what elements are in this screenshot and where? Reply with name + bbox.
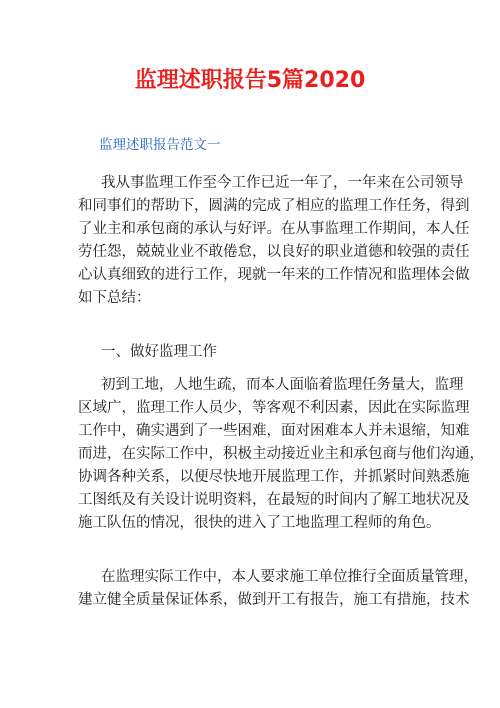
paragraph-line: 在监理实际工作中，本人要求施工单位推行全面质量管理， bbox=[101, 569, 478, 585]
paragraph-line: 和同事们的帮助下，圆满的完成了相应的监理工作任务，得到 bbox=[78, 198, 470, 214]
paragraph-line: 而进，在实际工作中，积极主动接近业主和承包商与他们沟通， bbox=[78, 446, 484, 462]
document-subtitle: 监理述职报告范文一 bbox=[99, 137, 221, 153]
section-heading-text: 一、做好监理工作 bbox=[101, 344, 217, 360]
paragraph-line: 区域广，监理工作人员少，等客观不利因素，因此在实际监理 bbox=[78, 400, 470, 416]
paragraph-line: 心认真细致的进行工作，现就一年来的工作情况和监理体会做 bbox=[78, 267, 470, 283]
paragraph-line: 我从事监理工作至今工作已近一年了，一年来在公司领导 bbox=[101, 175, 464, 191]
section-heading bbox=[78, 341, 422, 364]
paragraph-line: 如下总结： bbox=[78, 290, 151, 306]
paragraph-line: 了业主和承包商的承认与好评。在从事监理工作期间，本人任 bbox=[78, 221, 470, 237]
paragraph-3 bbox=[78, 566, 478, 612]
paragraph-line: 施工队伍的情况，很快的进入了工地监理工程师的角色。 bbox=[78, 515, 441, 531]
document-title: 监理述职报告5篇2020 bbox=[134, 68, 366, 93]
paragraph-line: 建立健全质量保证体系，做到开工有报告，施工有措施，技术 bbox=[78, 592, 470, 608]
paragraph-line: 工作中，确实遇到了一些困难，面对困难本人并未退缩，知难 bbox=[78, 423, 470, 439]
paragraph-1 bbox=[78, 172, 470, 310]
paragraph-line: 初到工地，人地生疏，而本人面临着监理任务量大，监理 bbox=[101, 377, 464, 393]
paragraph-line: 协调各种关系，以便尽快地开展监理工作，并抓紧时间熟悉施 bbox=[78, 469, 470, 485]
paragraph-2 bbox=[78, 374, 484, 535]
paragraph-line: 劳任怨，兢兢业业不敢倦怠，以良好的职业道德和较强的责任 bbox=[78, 244, 470, 260]
paragraph-line: 工图纸及有关设计说明资料，在最短的时间内了解工地状况及 bbox=[78, 492, 470, 508]
